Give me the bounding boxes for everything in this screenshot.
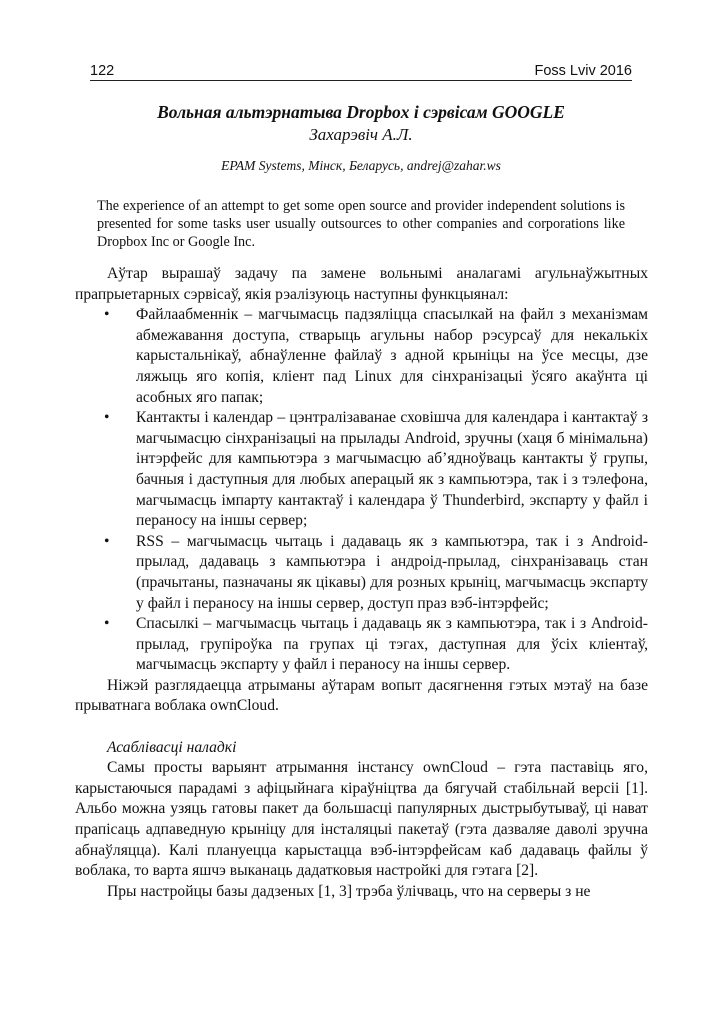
abstract: The experience of an attempt to get some open source and provider independent solutions is presented for some tasks user usually outsources to other companies and corporations like Dropbox Inc or Google Inc. xyxy=(97,198,625,251)
feature-list xyxy=(75,305,648,676)
section-paragraph-2: Пры настройцы базы дадзеных [1, 3] трэба ўлічваць, что на серверы з не xyxy=(107,882,591,900)
section-paragraph-1: Самы просты варыянт атрымання інстансу ownCloud – гэта паставіць яго, карыстаючыся парадамі з афіцыйнага кіраўніцтва да бягучай стабільнай версіі [1]. Альбо можна узяць гатовы пакет да большасці папулярных дыстрыбутываў, ці нават прапісаць адпаведную крыніцу для інсталяцыі пакетаў (гэта дазваляе даволі зручна абнаўляцца). Калі плануецца карыстацца вэб-інтэрфейсам каб дадаваць файлы ў воблака, то варта яшчэ выканаць дадатковыя настройкі для гэтага [2]. xyxy=(75,759,648,880)
list-item xyxy=(104,532,648,614)
body-text xyxy=(75,264,648,902)
list-item-text: Файлаабменнік – магчымасць падзяліцца спасылкай на файл з механізмам абмежавання доступа, стварыць агульны набор рэсурсаў для некалькіх карыстальнікаў, абнаўленне файлаў з адной крыніцы на ўсе месцы, дзе ляжыць яго копія, кліент пад Linux для сінхранізацыі ўсяго акаўнта ці асобных яго папак; xyxy=(136,306,648,406)
after-list-paragraph: Ніжэй разглядаецца атрыманы аўтарам вопыт дасягнення гэтых мэтаў на базе прыватнага воблака ownCloud. xyxy=(75,676,648,715)
conference-name: Foss Lviv 2016 xyxy=(534,63,632,79)
paper-author: Захарэвіч А.Л. xyxy=(309,125,413,144)
list-item-text: Кантакты і календар – цэнтралізаванае сховішча для календара і кантактаў з магчымасцю сінхранізацыі на прылады Android, зручны (хаця б мінімальна) інтэрфейс для кампьютэра з магчымасцю аб’ядноўваць кантакты ў групы, бачныя і даступныя для любых аперацый як з кампьютэра, так і з тэлефона, магчымасць імпарту кантактаў і календара ў Thunderbird, экспарту у файл і пераносу на іншы сервер; xyxy=(136,409,648,530)
list-item xyxy=(104,614,648,676)
list-item xyxy=(104,408,648,532)
paper-title: Вольная альтэрнатыва Dropbox і сэрвісам GOOGLE xyxy=(157,102,565,122)
author-affiliation: EPAM Systems, Мінск, Беларусь, andrej@zahar.ws xyxy=(221,158,501,173)
section-heading: Асаблівасці наладкі xyxy=(107,738,237,756)
bullet-icon: • xyxy=(104,532,110,550)
running-header xyxy=(90,62,632,81)
list-item-text: Спасылкі – магчымасць чытаць і дадаваць як з кампьютэра, так і з Android-прылад, групіроўка па групах ці тэгах, даступная для ўсіх кліентаў, магчымасць экспарту у файл і пераносу на іншы сервер. xyxy=(136,615,648,674)
bullet-icon: • xyxy=(104,409,110,427)
intro-paragraph: Аўтар вырашаў задачу па замене вольнымі аналагамі агульнаўжытных прапрыетарных сэрвісаў, якія рэалізуюць наступны функцыянал: xyxy=(75,265,648,303)
bullet-icon: • xyxy=(104,306,110,324)
page-number: 122 xyxy=(90,63,115,79)
list-item-text: RSS – магчымасць чытаць і дадаваць як з кампьютэра, так і з Android-прылад, дадаваць з кампьютэра і андроід-прылад, сінхранізаваць стан (прачытаны, пазначаны як цікавы) для розных крыніц, магчымасць экспарту у файл і пераносу на іншы сервер, доступ праз вэб-інтэрфейс; xyxy=(136,532,648,612)
bullet-icon: • xyxy=(104,615,110,633)
list-item xyxy=(104,305,648,408)
